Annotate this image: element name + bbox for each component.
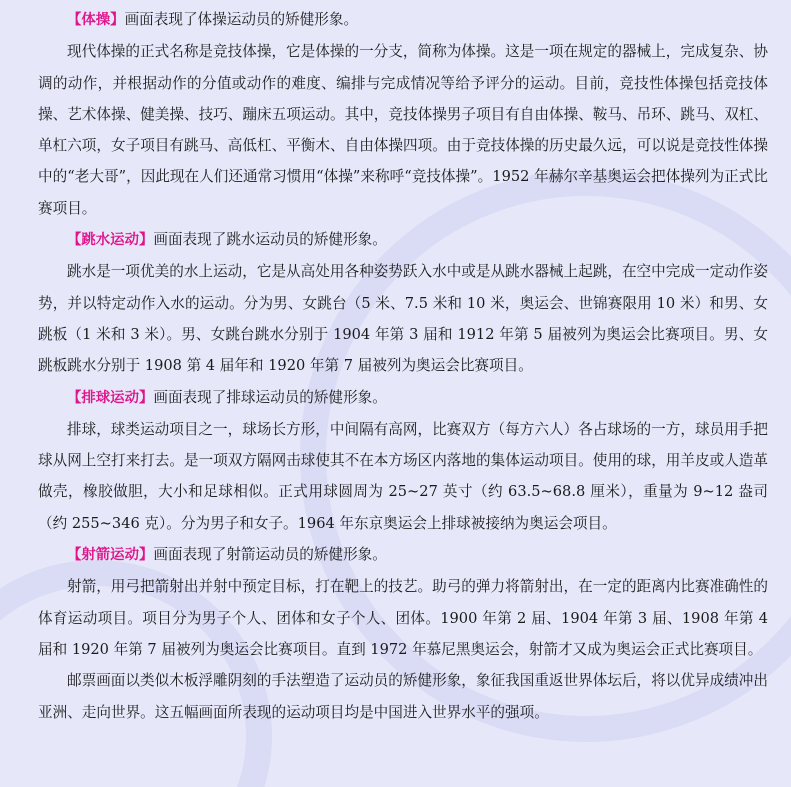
paragraph-volleyball: 排球，球类运动项目之一，球场长方形，中间隔有高网，比赛双方（每方六人）各占球场的一方，球员用手把球从网上空打来打去。是一项双方隔网击球使其不在本方场区内落地的集体运动项目。使用的球，用羊皮或人造革做壳，橡胶做胆，大小和足球相似。正式用球圆周为 25~27 英寸（约 63.5~68.8 厘米），重量为 9~12 盎司（约 255~346 克）。分为男子和女子。1964 年东京奥运会上排球被接纳为奥运会项目。 <box>38 420 768 532</box>
caption-gymnastics <box>38 4 768 36</box>
heading-volleyball: 【排球运动】 <box>67 389 154 406</box>
paragraph-gymnastics: 现代体操的正式名称是竞技体操，它是体操的一分支，简称为体操。这是一项在规定的器械上，完成复杂、协调的动作，并根据动作的分值或动作的难度、编排与完成情况等给予评分的运动。目前，竞技性体操包括竞技体操、艺术体操、健美操、技巧、蹦床五项运动。其中，竞技体操男子项目有自由体操、鞍马、吊环、跳马、双杠、单杠六项，女子项目有跳马、高低杠、平衡木、自由体操四项。由于竞技体操的历史最久远，可以说是竞技性体操中的“老大哥”，因此现在人们还通常习惯用“体操”来称呼“竞技体操”。1952 年赫尔辛基奥运会把体操列为正式比赛项目。 <box>38 43 768 217</box>
document-body <box>38 4 768 728</box>
caption-text: 画面表现了体操运动员的矫健形象。 <box>124 11 359 28</box>
caption-text: 画面表现了跳水运动员的矫健形象。 <box>153 231 387 249</box>
heading-gymnastics: 【体操】 <box>67 12 125 28</box>
caption-diving <box>38 224 768 256</box>
heading-diving: 【跳水运动】 <box>67 232 154 249</box>
paragraph-diving: 跳水是一项优美的水上运动，它是从高处用各种姿势跃入水中或是从跳水器械上起跳，在空中完成一定动作姿势，并以特定动作入水的运动。分为男、女跳台（5 米、7.5 米和 10 米，奥运会、世锦赛限用 10 米）和男、女跳板（1 米和 3 米）。男、女跳台跳水分别于 1904 年第 3 届和 1912 年第 5 届被列为奥运会比赛项目。男、女跳板跳水分别于 1908 第 4 届年和 1920 年第 7 届被列为奥运会比赛项目。 <box>38 263 768 375</box>
caption-text: 画面表现了排球运动员的矫健形象。 <box>153 388 387 406</box>
heading-archery: 【射箭运动】 <box>67 547 154 564</box>
caption-text: 画面表现了射箭运动员的矫健形象。 <box>153 546 387 564</box>
paragraph-closing: 邮票画面以类似木板浮雕阴刻的手法塑造了运动员的矫健形象，象征我国重返世界体坛后，将以优异成绩冲出亚洲、走向世界。这五幅画面所表现的运动项目均是中国进入世界水平的强项。 <box>38 672 768 721</box>
caption-volleyball <box>38 382 768 414</box>
caption-archery <box>38 539 768 571</box>
paragraph-archery: 射箭，用弓把箭射出并射中预定目标，打在靶上的技艺。助弓的弹力将箭射出，在一定的距离内比赛准确性的体育运动项目。项目分为男子个人、团体和女子个人、团体。1900 年第 2 届、1904 年第 3 届、1908 年第 4 届和 1920 年第 7 届被列为奥运会比赛项目。直到 1972 年慕尼黑奥运会，射箭才又成为奥运会正式比赛项目。 <box>38 578 768 658</box>
